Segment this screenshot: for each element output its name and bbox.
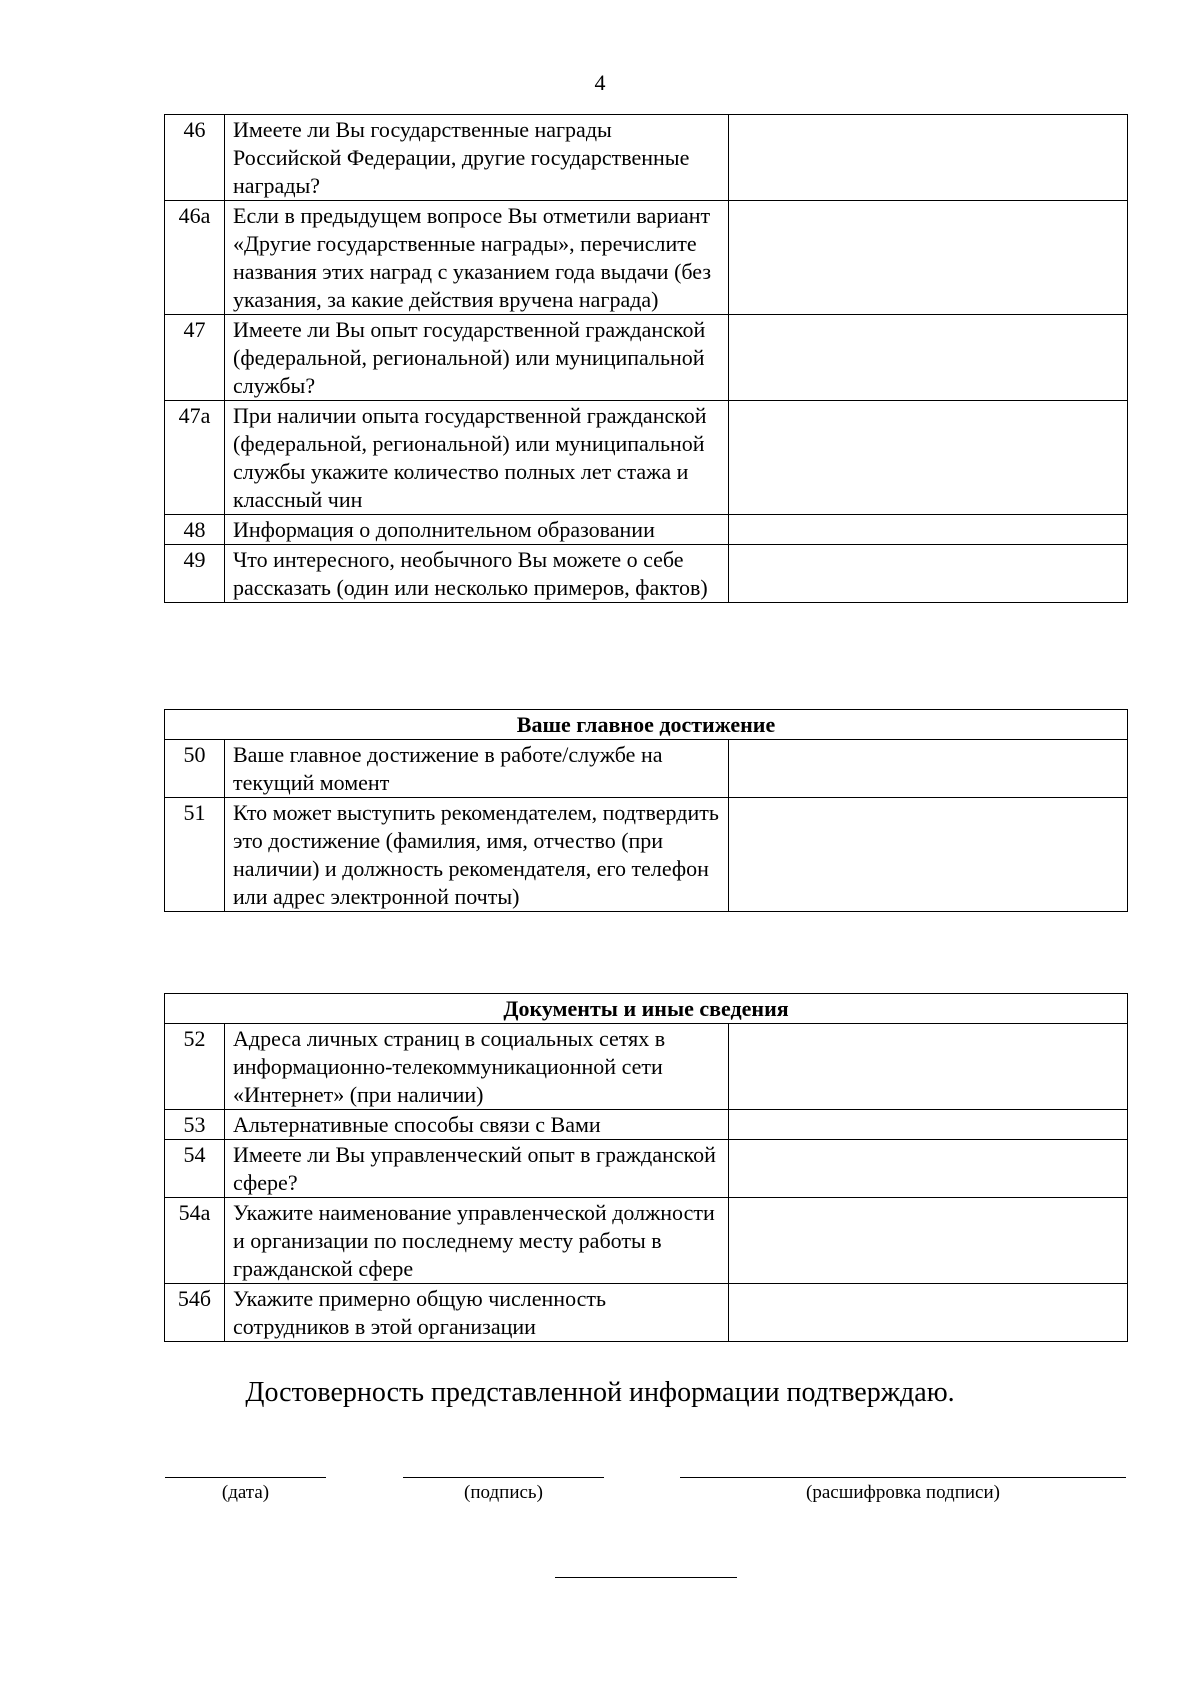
question-number: 47а: [165, 401, 225, 515]
answer-cell[interactable]: [729, 515, 1128, 545]
section-title: Документы и иные сведения: [165, 994, 1128, 1024]
answer-cell[interactable]: [729, 201, 1128, 315]
question-number: 54б: [165, 1284, 225, 1342]
answer-cell[interactable]: [729, 115, 1128, 201]
question-number: 54: [165, 1140, 225, 1198]
table-row: [165, 315, 1128, 401]
answer-cell[interactable]: [729, 545, 1128, 603]
table-row: [165, 1284, 1128, 1342]
question-text: При наличии опыта государственной гражданской (федеральной, региональной) или муниципальной службы укажите количество полных лет стажа и классный чин: [225, 401, 729, 515]
section-header-row: [165, 994, 1128, 1024]
question-text: Имеете ли Вы опыт государственной гражданской (федеральной, региональной) или муниципальной службы?: [225, 315, 729, 401]
date-caption: (дата): [221, 1482, 270, 1503]
table-row: [165, 740, 1128, 798]
answer-cell[interactable]: [729, 1110, 1128, 1140]
signature-caption: (подпись): [464, 1482, 543, 1503]
date-line[interactable]: [165, 1477, 326, 1478]
question-number: 48: [165, 515, 225, 545]
question-text: Если в предыдущем вопросе Вы отметили вариант «Другие государственные награды», перечислите названия этих наград с указанием года выдачи (без указания, за какие действия вручена награда): [225, 201, 729, 315]
questionnaire-table-achievement: [164, 709, 1128, 912]
table-row: [165, 1110, 1128, 1140]
table-row: [165, 1140, 1128, 1198]
confirmation-statement: Достоверность представленной информации подтверждаю.: [245, 1377, 955, 1408]
signature-line[interactable]: [403, 1477, 604, 1478]
question-text: Имеете ли Вы управленческий опыт в гражданской сфере?: [225, 1140, 729, 1198]
answer-cell[interactable]: [729, 315, 1128, 401]
answer-cell[interactable]: [729, 401, 1128, 515]
question-text: Укажите наименование управленческой должности и организации по последнему месту работы в гражданской сфере: [225, 1198, 729, 1284]
table-row: [165, 401, 1128, 515]
end-divider: [555, 1577, 737, 1578]
question-text: Кто может выступить рекомендателем, подтвердить это достижение (фамилия, имя, отчество (при наличии) и должность рекомендателя, его телефон или адрес электронной почты): [225, 798, 729, 912]
question-text: Адреса личных страниц в социальных сетях в информационно-телекоммуникационной сети «Интернет» (при наличии): [225, 1024, 729, 1110]
table-row: [165, 1198, 1128, 1284]
answer-cell[interactable]: [729, 740, 1128, 798]
page-number: 4: [594, 70, 606, 95]
question-number: 46: [165, 115, 225, 201]
question-number: 46а: [165, 201, 225, 315]
question-text: Что интересного, необычного Вы можете о себе рассказать (один или несколько примеров, фактов): [225, 545, 729, 603]
table-row: [165, 798, 1128, 912]
question-text: Информация о дополнительном образовании: [225, 515, 729, 545]
section-title: Ваше главное достижение: [165, 710, 1128, 740]
table-row: [165, 115, 1128, 201]
answer-cell[interactable]: [729, 798, 1128, 912]
question-text: Укажите примерно общую численность сотрудников в этой организации: [225, 1284, 729, 1342]
table-row: [165, 545, 1128, 603]
table-row: [165, 201, 1128, 315]
signature-decoding-caption: (расшифровка подписи): [806, 1482, 1000, 1503]
question-number: 50: [165, 740, 225, 798]
answer-cell[interactable]: [729, 1198, 1128, 1284]
question-number: 53: [165, 1110, 225, 1140]
questionnaire-table-awards-experience: [164, 114, 1128, 603]
signature-decoding-line[interactable]: [680, 1477, 1126, 1478]
section-header-row: [165, 710, 1128, 740]
question-number: 54а: [165, 1198, 225, 1284]
answer-cell[interactable]: [729, 1140, 1128, 1198]
table-row: [165, 1024, 1128, 1110]
answer-cell[interactable]: [729, 1284, 1128, 1342]
question-number: 47: [165, 315, 225, 401]
question-number: 51: [165, 798, 225, 912]
questionnaire-table-documents: [164, 993, 1128, 1342]
question-text: Альтернативные способы связи с Вами: [225, 1110, 729, 1140]
answer-cell[interactable]: [729, 1024, 1128, 1110]
question-text: Ваше главное достижение в работе/службе на текущий момент: [225, 740, 729, 798]
question-number: 52: [165, 1024, 225, 1110]
question-number: 49: [165, 545, 225, 603]
question-text: Имеете ли Вы государственные награды Российской Федерации, другие государственные награды?: [225, 115, 729, 201]
table-row: [165, 515, 1128, 545]
